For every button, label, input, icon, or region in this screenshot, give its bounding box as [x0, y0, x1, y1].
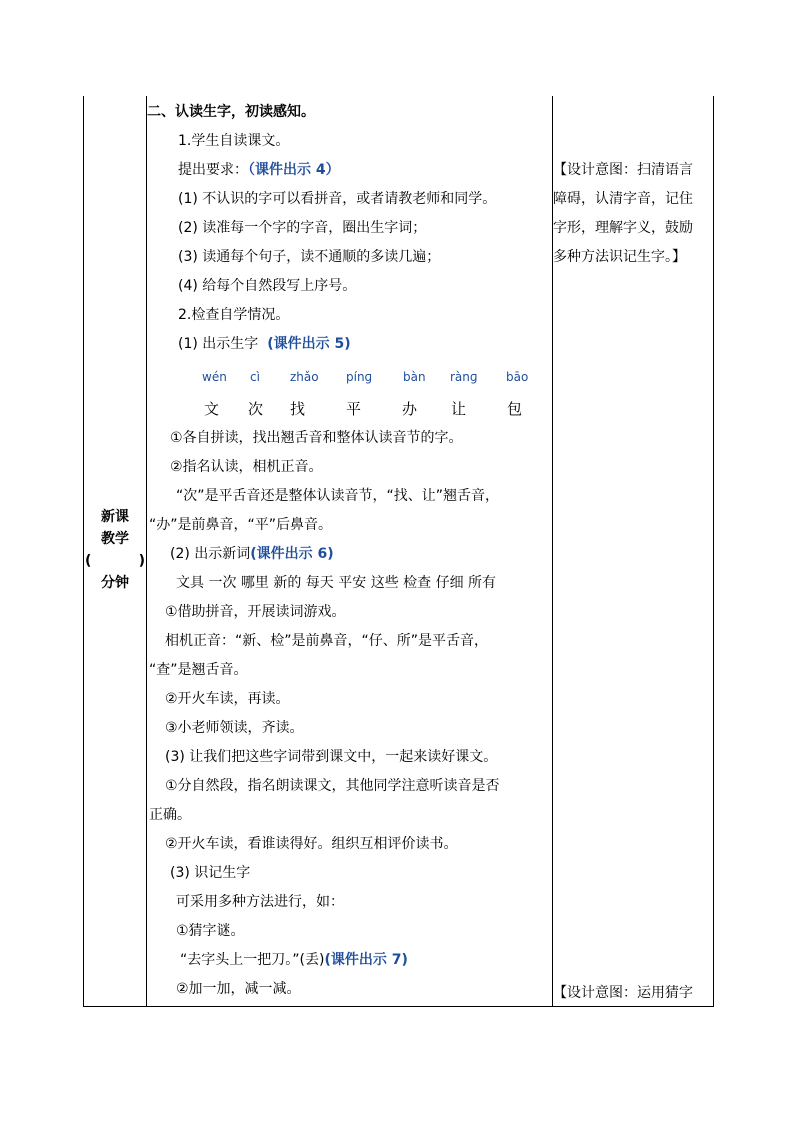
- requirement-4: (4) 给每个自然段写上序号。: [178, 278, 357, 294]
- time-cell-line1: 新课: [101, 509, 129, 525]
- activity-word-game: ①借助拼音，开展读词游戏。: [165, 604, 346, 620]
- pronunciation-note-3: 相机正音：“新、检”是前鼻音，“仔、所”是平舌音，: [165, 633, 489, 649]
- show-characters-label: (1) 出示生字: [178, 336, 259, 352]
- pinyin-7: bāo: [506, 370, 529, 384]
- time-cell-line4: 分钟: [101, 575, 129, 591]
- step-read-text: 1.学生自读课文。: [178, 133, 290, 149]
- pinyin-6: rànɡ: [450, 370, 478, 384]
- design-intent-note-1: [553, 156, 713, 272]
- new-words-list: 文具 一次 哪里 新的 每天 平安 这些 检查 仔细 所有: [176, 575, 497, 591]
- activity-paragraph-reading-cont: 正确。: [149, 807, 191, 823]
- activity-train-reading: ②开火车读，再读。: [165, 691, 290, 707]
- requirement-3: (3) 读通每个句子，读不通顺的多读几遍；: [178, 249, 441, 265]
- read-text-step: (3) 让我们把这些字词带到课文中，一起来读好课文。: [165, 749, 498, 765]
- table-border-col1: [146, 96, 147, 1007]
- pinyin-3: zhǎo: [290, 370, 319, 384]
- courseware-ref-6: (课件出示 6): [250, 546, 334, 562]
- activity-add-subtract: ②加一加，减一减。: [176, 981, 301, 997]
- activity-peer-review: ②开火车读，看谁读得好。组织互相评价读书。: [165, 836, 458, 852]
- pronunciation-note-2: “办”是前鼻音，“平”后鼻音。: [149, 517, 333, 533]
- courseware-ref-5: (课件出示 5): [267, 336, 351, 352]
- design-intent-note-1-line3: 字形，理解字义，鼓励: [553, 220, 693, 236]
- riddle-line: [180, 946, 408, 975]
- pronunciation-note-1: “次”是平舌音还是整体认读音节，“找、让”翘舌音，: [176, 488, 500, 504]
- step-check: 2.检查自学情况。: [178, 307, 290, 323]
- pinyin-1: wén: [202, 370, 227, 384]
- requirement-label: 提出要求：: [178, 162, 248, 178]
- design-intent-note-1-line4: 多种方法识记生字。】: [553, 249, 686, 265]
- character-3: 找: [290, 400, 306, 418]
- requirement-2: (2) 读准每一个字的字音，圈出生字词；: [178, 220, 427, 236]
- time-paren-close: ): [138, 553, 145, 569]
- design-intent-note-2: [553, 979, 713, 1008]
- activity-spell: ①各自拼读，找出翘舌音和整体认读音节的字。: [170, 430, 463, 446]
- design-intent-note-2-line1: 【设计意图：运用猜字: [553, 985, 693, 1001]
- character-6: 让: [451, 400, 467, 418]
- design-intent-note-1-line1: 【设计意图：扫清语言: [553, 162, 693, 178]
- table-border-right: [713, 96, 714, 1007]
- character-7: 包: [507, 400, 523, 418]
- section-title: 二、认读生字，初读感知。: [147, 104, 315, 120]
- activity-lead-reading: ③小老师领读，齐读。: [165, 720, 304, 736]
- courseware-ref-7: (课件出示 7): [324, 952, 408, 968]
- time-cell-line2: 教学: [101, 531, 129, 547]
- pinyin-5: bàn: [403, 370, 426, 384]
- pinyin-4: pínɡ: [346, 370, 373, 384]
- pinyin-2: cì: [250, 370, 260, 384]
- courseware-ref-4: （课件出示 4）: [248, 162, 340, 178]
- character-1: 文: [204, 400, 220, 418]
- show-words-line: [170, 540, 334, 569]
- character-2: 次: [248, 400, 264, 418]
- activity-riddle: ①猜字谜。: [176, 923, 245, 939]
- time-cell-parens: [84, 550, 146, 572]
- memorize-step: (3) 识记生字: [170, 865, 251, 881]
- methods-intro: 可采用多种方法进行，如：: [176, 894, 344, 910]
- time-paren-open: (: [85, 553, 92, 569]
- design-intent-note-1-line2: 障碍，认清字音，记住: [553, 191, 693, 207]
- show-characters-line: [178, 330, 351, 359]
- riddle-text: “去字头上一把刀。”(丢): [180, 952, 325, 968]
- requirement-line: [178, 156, 340, 185]
- activity-paragraph-reading: ①分自然段，指名朗读课文，其他同学注意听读音是否: [165, 778, 500, 794]
- pronunciation-note-4: “查”是翘舌音。: [149, 662, 248, 678]
- activity-recognize: ②指名认读，相机正音。: [170, 459, 323, 475]
- show-words-label: (2) 出示新词: [170, 546, 251, 562]
- character-4: 平: [346, 400, 362, 418]
- character-5: 办: [402, 400, 418, 418]
- time-cell: [84, 506, 146, 594]
- requirement-1: (1) 不认识的字可以看拼音，或者请教老师和同学。: [178, 191, 497, 207]
